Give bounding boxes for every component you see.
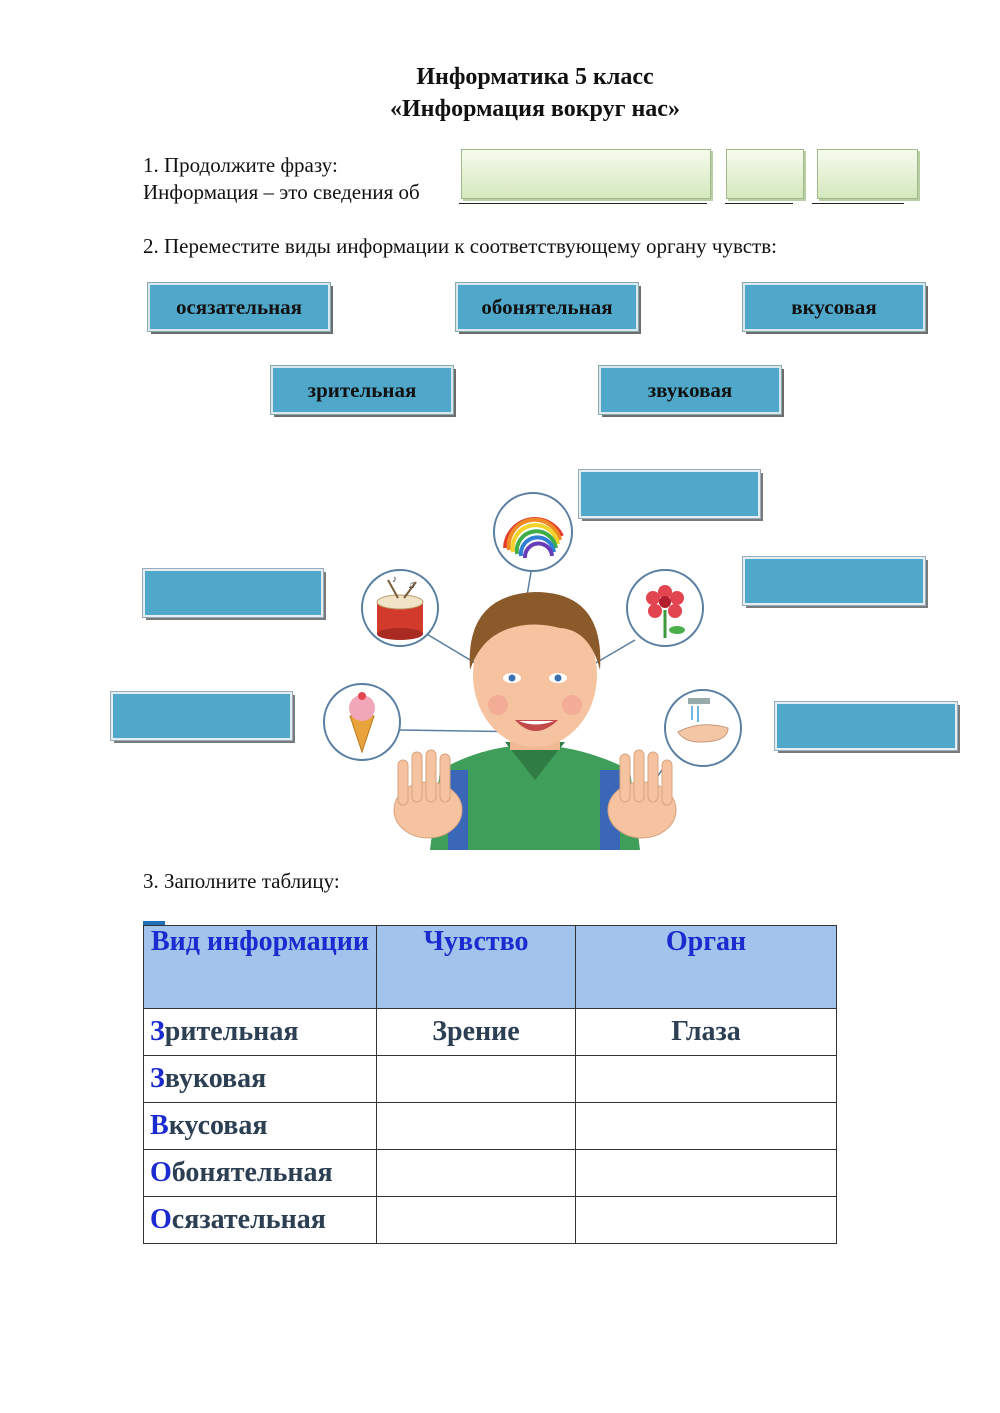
row-organ-cell[interactable]: Глаза bbox=[576, 1009, 837, 1056]
svg-text:♫: ♫ bbox=[408, 580, 416, 591]
answer-dropzone-2[interactable] bbox=[726, 149, 804, 199]
row-feeling-cell[interactable] bbox=[377, 1197, 576, 1244]
table-header-row bbox=[144, 926, 837, 1009]
dropzone-drum[interactable] bbox=[143, 569, 323, 617]
row-organ-cell[interactable] bbox=[576, 1103, 837, 1150]
answer-line-3 bbox=[812, 203, 904, 204]
table-row bbox=[144, 1197, 837, 1244]
row-feeling-cell[interactable] bbox=[377, 1103, 576, 1150]
header-info-type: Вид информации bbox=[144, 926, 377, 1009]
chip-taste[interactable]: вкусовая bbox=[743, 283, 925, 331]
row-info-type: Обонятельная bbox=[144, 1150, 377, 1197]
dropzone-flower[interactable] bbox=[743, 557, 925, 605]
answer-dropzone-3[interactable] bbox=[817, 149, 918, 199]
question-1-text: Информация – это сведения об bbox=[143, 180, 420, 204]
page-subtitle: «Информация вокруг нас» bbox=[390, 96, 680, 122]
flower-icon bbox=[627, 570, 703, 646]
chip-sound[interactable]: звуковая bbox=[599, 366, 781, 414]
row-info-type: Звуковая bbox=[144, 1056, 377, 1103]
row-organ-cell[interactable] bbox=[576, 1056, 837, 1103]
table-row bbox=[144, 1150, 837, 1197]
chip-visual[interactable]: зрительная bbox=[271, 366, 453, 414]
row-feeling-cell[interactable] bbox=[377, 1150, 576, 1197]
senses-illustration bbox=[300, 480, 760, 850]
chip-olfactory[interactable]: обонятельная bbox=[456, 283, 638, 331]
svg-text:♪: ♪ bbox=[392, 574, 397, 585]
answer-line-2 bbox=[725, 203, 793, 204]
row-feeling-cell[interactable] bbox=[377, 1056, 576, 1103]
table-row bbox=[144, 1103, 837, 1150]
drum-icon bbox=[362, 570, 438, 646]
row-organ-cell[interactable] bbox=[576, 1197, 837, 1244]
row-info-type: Зрительная bbox=[144, 1009, 377, 1056]
question-2-text: 2. Переместите виды информации к соответствующему органу чувств: bbox=[143, 234, 777, 258]
question-1-label: 1. Продолжите фразу: bbox=[143, 153, 338, 177]
dropzone-hands[interactable] bbox=[775, 702, 957, 750]
question-3-text: 3. Заполните таблицу: bbox=[143, 869, 340, 893]
senses-table bbox=[143, 925, 837, 1244]
rainbow-icon bbox=[494, 493, 572, 571]
page-title: Информатика 5 класс bbox=[416, 64, 654, 90]
row-info-type: Вкусовая bbox=[144, 1103, 377, 1150]
chip-tactile[interactable]: осязательная bbox=[148, 283, 330, 331]
row-info-type: Осязательная bbox=[144, 1197, 377, 1244]
ice-cream-icon bbox=[324, 684, 400, 760]
answer-dropzone-1[interactable] bbox=[461, 149, 711, 199]
header-organ: Орган bbox=[576, 926, 837, 1009]
answer-line-1 bbox=[459, 203, 707, 204]
dropzone-icecream[interactable] bbox=[111, 692, 292, 740]
table-row bbox=[144, 1056, 837, 1103]
table-row bbox=[144, 1009, 837, 1056]
row-organ-cell[interactable] bbox=[576, 1150, 837, 1197]
header-feeling: Чувство bbox=[377, 926, 576, 1009]
hands-washing-icon bbox=[665, 690, 741, 766]
row-feeling-cell[interactable]: Зрение bbox=[377, 1009, 576, 1056]
